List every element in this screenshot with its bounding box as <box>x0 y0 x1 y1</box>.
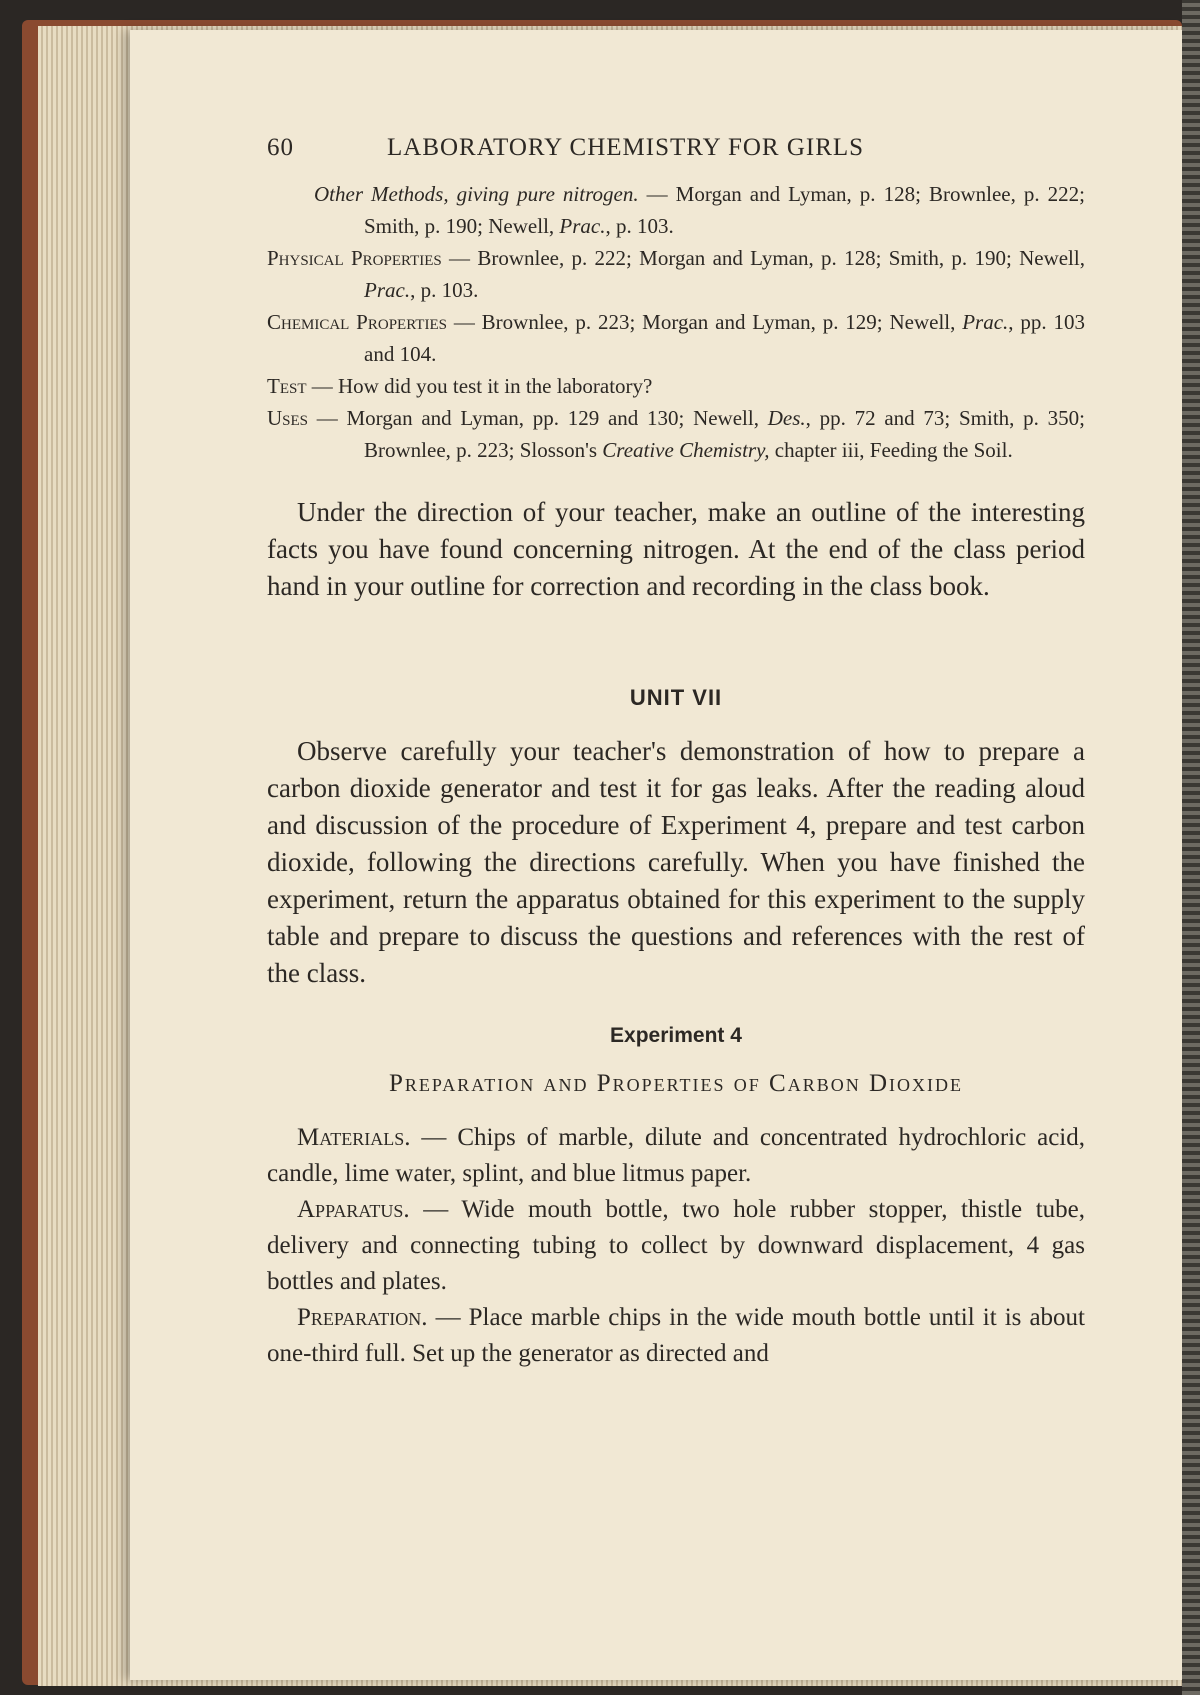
running-title: LABORATORY CHEMISTRY FOR GIRLS <box>387 134 865 161</box>
reference-text: — Brownlee, p. 222; Morgan and Lyman, p. 128; Smith, p. 190; Newell, <box>441 246 1085 270</box>
reference-label: Test <box>267 374 307 398</box>
preparation-text: — Place marble chips in the wide mouth bottle until it is about one-third full. Set up the generator as directed and <box>267 1304 1085 1367</box>
materials-text: — Chips of marble, dilute and concentrated hydrochloric acid, candle, lime water, splint, and blue litmus paper. <box>267 1124 1085 1187</box>
reference-test <box>267 370 1085 402</box>
reference-text: — Morgan and Lyman, pp. 129 and 130; Newell, <box>308 406 768 430</box>
experiment-title: Experiment 4 <box>610 1024 742 1047</box>
reference-text: — Brownlee, p. 223; Morgan and Lyman, p. 129; Newell, <box>446 310 963 334</box>
reference-list <box>267 178 1085 466</box>
binding-strip <box>1182 0 1200 1695</box>
reference-physical <box>267 242 1085 306</box>
page-number: 60 <box>267 134 294 161</box>
unit-paragraph <box>267 733 1085 992</box>
reference-italic: Prac. <box>559 214 606 238</box>
paragraph-text: Under the direction of your teacher, make an outline of the interesting facts you have found concerning nitrogen. At the end of the class period hand in your outline for correction and recording in the class book. <box>267 497 1085 601</box>
reference-text: — Morgan and Lyman, p. 128; Brownlee, p. 222; Smith, p. 190; Newell, <box>364 182 1086 238</box>
reference-label: Physical Properties <box>267 246 442 270</box>
reference-other-methods <box>267 178 1085 242</box>
reference-italic: Des. <box>767 406 806 430</box>
reference-text: , p. 103. <box>605 214 674 238</box>
materials-paragraph <box>267 1120 1085 1192</box>
reference-italic: Prac. <box>364 278 411 302</box>
experiment-sections <box>267 1120 1085 1372</box>
reference-label: Other Methods, giving pure nitrogen. <box>314 182 639 206</box>
reference-text: , p. 103. <box>410 278 479 302</box>
reference-uses <box>267 402 1085 466</box>
experiment-subtitle: Preparation and Properties of Carbon Dioxide <box>388 1070 964 1097</box>
running-header <box>267 118 1085 178</box>
reference-text: chapter iii, Feeding the Soil. <box>769 438 1013 462</box>
apparatus-label: Apparatus. <box>297 1196 410 1223</box>
reference-label: Uses <box>267 406 309 430</box>
reference-text: — How did you test it in the laboratory? <box>306 374 653 398</box>
preparation-label: Preparation. <box>297 1304 428 1331</box>
outline-paragraph <box>267 494 1085 605</box>
apparatus-paragraph <box>267 1192 1085 1300</box>
materials-label: Materials. <box>297 1124 411 1151</box>
paragraph-text: Observe carefully your teacher's demonstration of how to prepare a carbon dioxide generator and test it for gas leaks. After the reading aloud and discussion of the procedure of Experiment 4, prepare and test carbon dioxide, following the directions carefully. When you have finished the experiment, return the apparatus obtained for this experiment to the supply table and prepare to discuss the questions and references with the rest of the class. <box>267 736 1085 988</box>
reference-italic: Prac. <box>962 310 1009 334</box>
reference-chemical <box>267 306 1085 370</box>
page-content <box>267 118 1085 1372</box>
reference-text: , pp. 103 and 104. <box>364 310 1085 366</box>
unit-title: UNIT VII <box>629 685 723 710</box>
reference-italic: Creative Chemistry, <box>602 438 770 462</box>
apparatus-text: — Wide mouth bottle, two hole rubber stopper, thistle tube, delivery and connecting tubing to collect by downward displacement, 4 gas bottles and plates. <box>267 1196 1085 1295</box>
preparation-paragraph <box>267 1300 1085 1372</box>
reference-label: Chemical Properties <box>267 310 447 334</box>
reference-text: , pp. 72 and 73; Smith, p. 350; Brownlee, p. 223; Slosson's <box>364 406 1085 462</box>
